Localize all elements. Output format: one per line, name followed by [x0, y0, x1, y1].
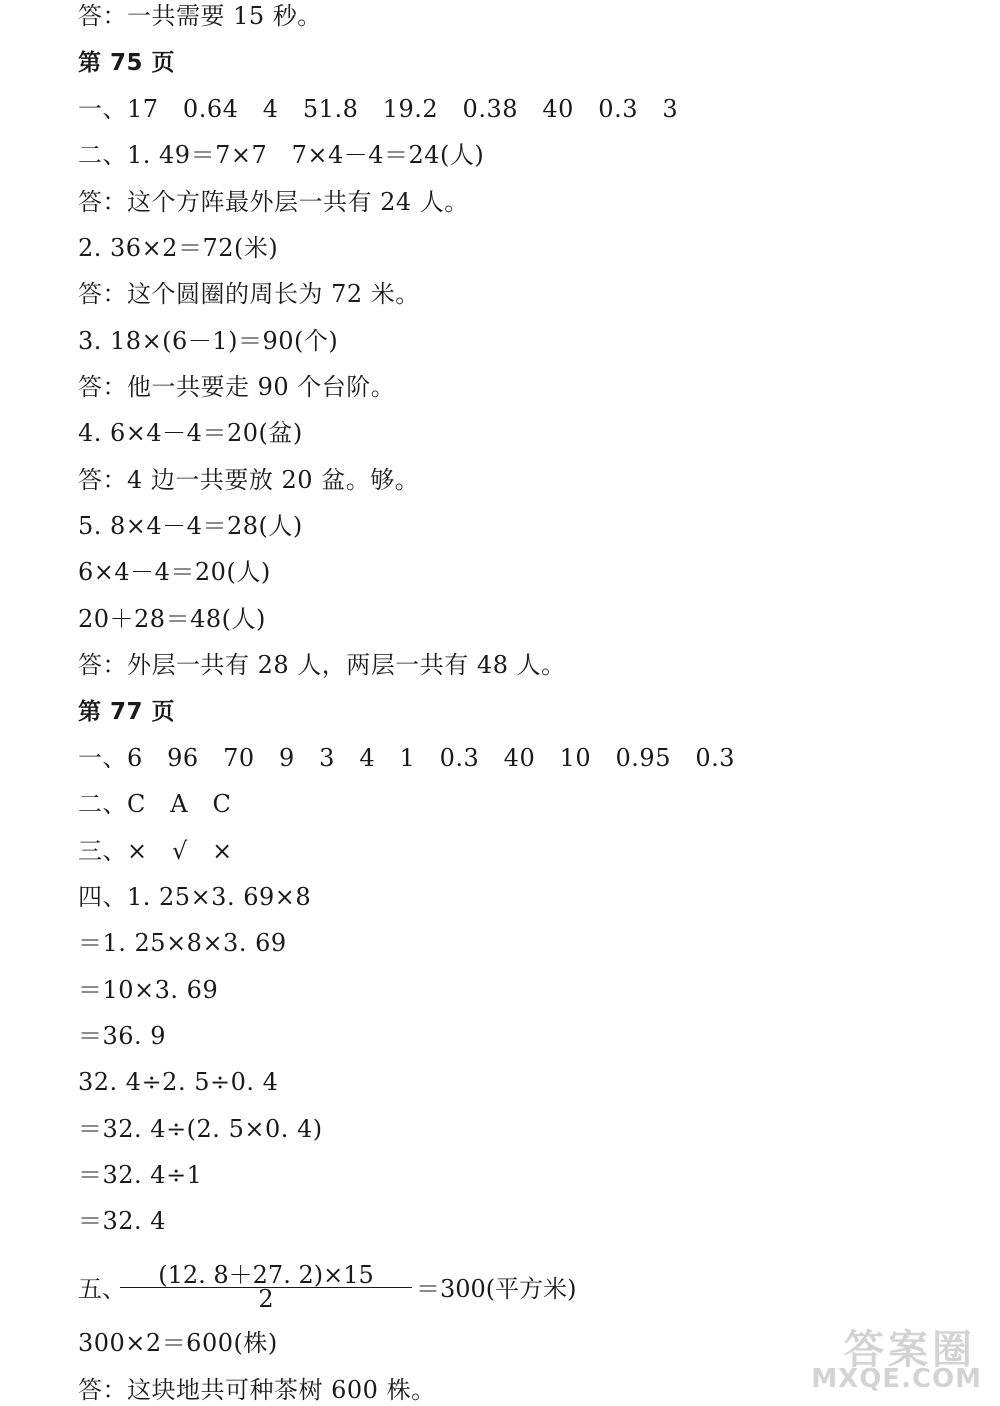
- answer-line: 二、1. 49＝7×7 7×4－4＝24(人): [78, 141, 485, 169]
- answer-line: 3. 18×(6－1)＝90(个): [78, 327, 339, 355]
- answer-line: 答：这个方阵最外层一共有 24 人。: [78, 188, 469, 216]
- watermark-url: MXQE.COM: [811, 1364, 982, 1394]
- answer-line: ＝1. 25×8×3. 69: [78, 929, 287, 957]
- answer-line: 32. 4÷2. 5÷0. 4: [78, 1068, 279, 1096]
- answer-line: 答：4 边一共要放 20 盆。够。: [78, 466, 420, 494]
- answer-line: 答：这个圆圈的周长为 72 米。: [78, 280, 420, 308]
- answer-line: 答：这块地共可种茶树 600 株。: [78, 1376, 436, 1404]
- fraction: [120, 1255, 412, 1315]
- answer-line: ＝32. 4÷1: [78, 1161, 203, 1189]
- answer-line: 一、6 96 70 9 3 4 1 0.3 40 10 0.95 0.3: [78, 744, 736, 772]
- watermark: [786, 1318, 986, 1398]
- answer-line: 三、× √ ×: [78, 837, 233, 865]
- answer-line: 二、C A C: [78, 790, 232, 818]
- answer-line: 5. 8×4－4＝28(人): [78, 512, 303, 540]
- answer-line: 一、17 0.64 4 51.8 19.2 0.38 40 0.3 3: [78, 95, 679, 123]
- fraction-result: ＝300(平方米): [416, 1275, 577, 1303]
- answer-line: ＝32. 4÷(2. 5×0. 4): [78, 1115, 323, 1143]
- answer-line: 300×2＝600(株): [78, 1329, 278, 1357]
- answer-line: 4. 6×4－4＝20(盆): [78, 419, 303, 447]
- fraction-numerator: (12. 8＋27. 2)×15: [158, 1261, 374, 1289]
- answer-line: 答：外层一共有 28 人，两层一共有 48 人。: [78, 651, 566, 679]
- fraction-lead: 五、: [78, 1275, 126, 1303]
- answer-line: ＝36. 9: [78, 1022, 167, 1050]
- answer-line: 6×4－4＝20(人): [78, 558, 271, 586]
- answer-line: 答：一共需要 15 秒。: [78, 2, 322, 30]
- fraction-denominator: 2: [258, 1285, 274, 1313]
- answer-line: ＝32. 4: [78, 1207, 167, 1235]
- answer-line: 答：他一共要走 90 个台阶。: [78, 373, 396, 401]
- answer-line: 2. 36×2＝72(米): [78, 234, 279, 262]
- page-heading: 第 77 页: [78, 699, 176, 725]
- answer-line: ＝10×3. 69: [78, 976, 219, 1004]
- watermark-logo: 答案圈: [844, 1327, 976, 1373]
- page-heading: 第 75 页: [78, 50, 176, 76]
- answer-line: 20＋28＝48(人): [78, 605, 266, 633]
- answer-line: 四、1. 25×3. 69×8: [78, 883, 312, 911]
